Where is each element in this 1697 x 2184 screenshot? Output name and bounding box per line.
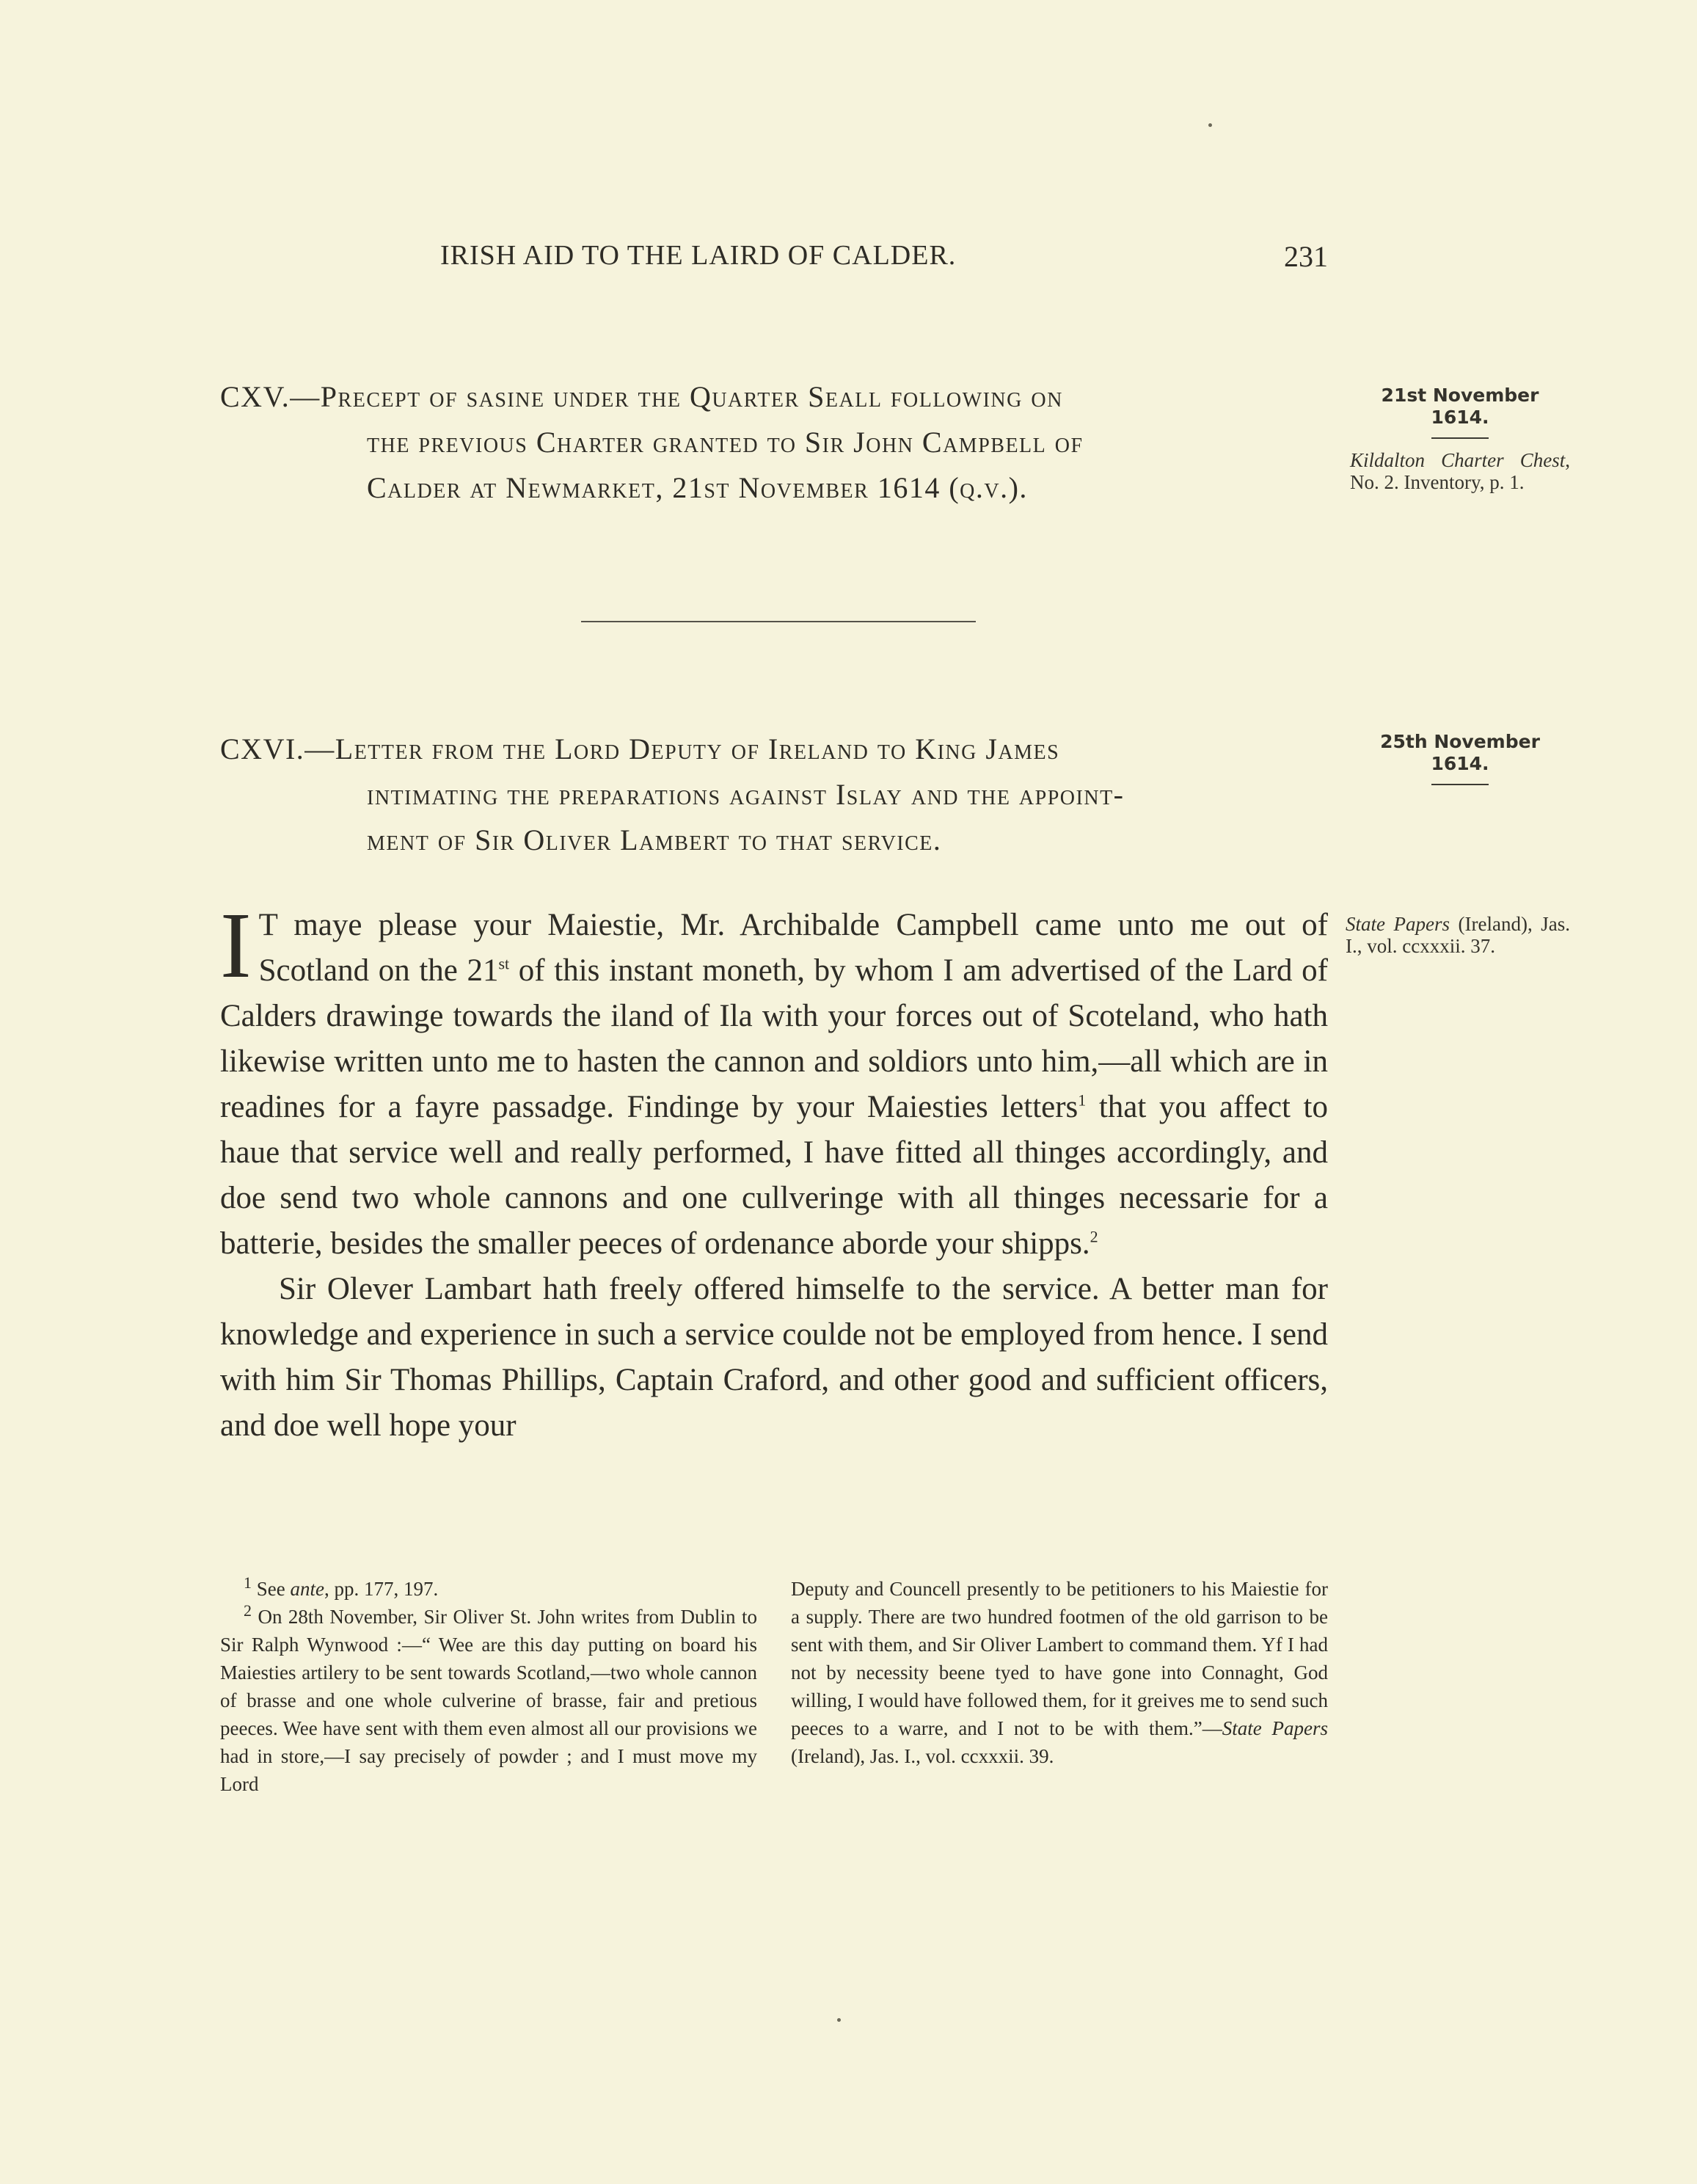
sidenote-date: 1614. — [1431, 407, 1489, 428]
footnote-column-left — [220, 1575, 757, 1798]
footnote-2: $^2$ On 28th November, Sir Oliver St. John writes from Dublin to Sir Ralph Wynwood :—“ Wee are this day putting on board his Maiesties artilery to be sent towards Scotland,—two whole cannon of brasse and one whole culverine of brasse, fair and pretious peeces. Wee have sent with them even almost all our provisions we had in store,—I say precisely of powder ; and I must move my Lord — [220, 1601, 757, 1795]
footnote-ref-1: 1 — [1078, 1091, 1087, 1110]
drop-cap: I — [220, 893, 252, 997]
heading-line: CXV.—Precept of sasine under the Quarter Seall following on — [220, 380, 1063, 413]
sidenote-cxvi-citation — [1346, 913, 1570, 957]
heading-line: intimating the preparations against Islay and the appoint- — [367, 778, 1125, 811]
sidenote-citation: Kildalton Charter Chest, No. 2. Inventory, p. 1. — [1350, 449, 1570, 493]
running-head — [220, 239, 1328, 276]
speck-mark — [1208, 123, 1212, 127]
speck-mark — [837, 2018, 841, 2022]
heading-line: the previous Charter granted to Sir John Campbell of — [367, 426, 1084, 459]
sidenote-date: 25th November — [1380, 731, 1540, 752]
letter-paragraph: Sir Olever Lambart hath freely offered himselfe to the service. A better man for knowledge and experience in such a service coulde not be employed from hence. I send with him Sir Thomas Phillips, Captain Craford, and other good and sufficient officers, and doe well hope your — [220, 1272, 1328, 1443]
sidenote-cxvi-date — [1350, 731, 1570, 796]
sidenote-date: 1614. — [1431, 753, 1489, 774]
sidenote-citation: State Papers (Ireland), Jas. I., vol. ccxxxii. 37. — [1346, 913, 1571, 957]
sidenote-date: 21st November — [1381, 385, 1539, 406]
section-divider — [581, 621, 976, 622]
sidenote-rule — [1431, 437, 1489, 439]
sidenote-rule — [1431, 784, 1489, 785]
heading-line: ment of Sir Oliver Lambert to that service. — [367, 823, 942, 856]
entry-heading-cxvi — [220, 727, 1328, 863]
footnote-1: $^1$ See ante, pp. 177, 197. — [244, 1573, 439, 1600]
footnote-column-right — [791, 1575, 1328, 1770]
page-number: 231 — [1284, 240, 1328, 273]
sidenote-cxv — [1350, 385, 1570, 493]
footnote-ref-2: 2 — [1090, 1227, 1098, 1246]
superscript: st — [498, 954, 510, 973]
heading-line: Calder at Newmarket, 21st November 1614 (q.v.). — [367, 471, 1028, 504]
letter-paragraph: I T maye please your Maiestie, Mr. Archibalde Campbell came unto me out of Scotland on the 21st of this instant moneth, by whom I am advertised of the Lard of Calders drawinge towards the iland of Ila with your forces out of Scoteland, who hath likewise written unto me to hasten the cannon and soldiors unto him,—all which are in readines for a fayre passadge. Findinge by your Maiesties letters$^1$ that you affect to haue that service well and really performed, I have fitted all thinges accordingly, and doe send two whole cannons and one cullveringe with all thinges necessarie for a batterie, besides the smaller peeces of ordenance aborde your shipps.$^2$ — [220, 893, 1328, 1261]
heading-line: CXVI.—Letter from the Lord Deputy of Ireland to King James — [220, 732, 1060, 765]
running-title: IRISH AID TO THE LAIRD OF CALDER. — [440, 240, 957, 271]
letter-body — [220, 893, 1328, 1449]
entry-heading-cxv — [220, 374, 1328, 511]
footnote-2-continued: Deputy and Councell presently to be petitioners to his Maiestie for a supply. There are two hundred footmen of the old garrison to be sent with them, and Sir Oliver Lambert to command them. Yf I had not by necessity beene tyed to have gone into Connaght, God willing, I would have followed them, for it greives me to send such peeces to a warre, and I not to be with them.”—State Papers (Ireland), Jas. I., vol. ccxxxii. 39. — [791, 1578, 1329, 1767]
